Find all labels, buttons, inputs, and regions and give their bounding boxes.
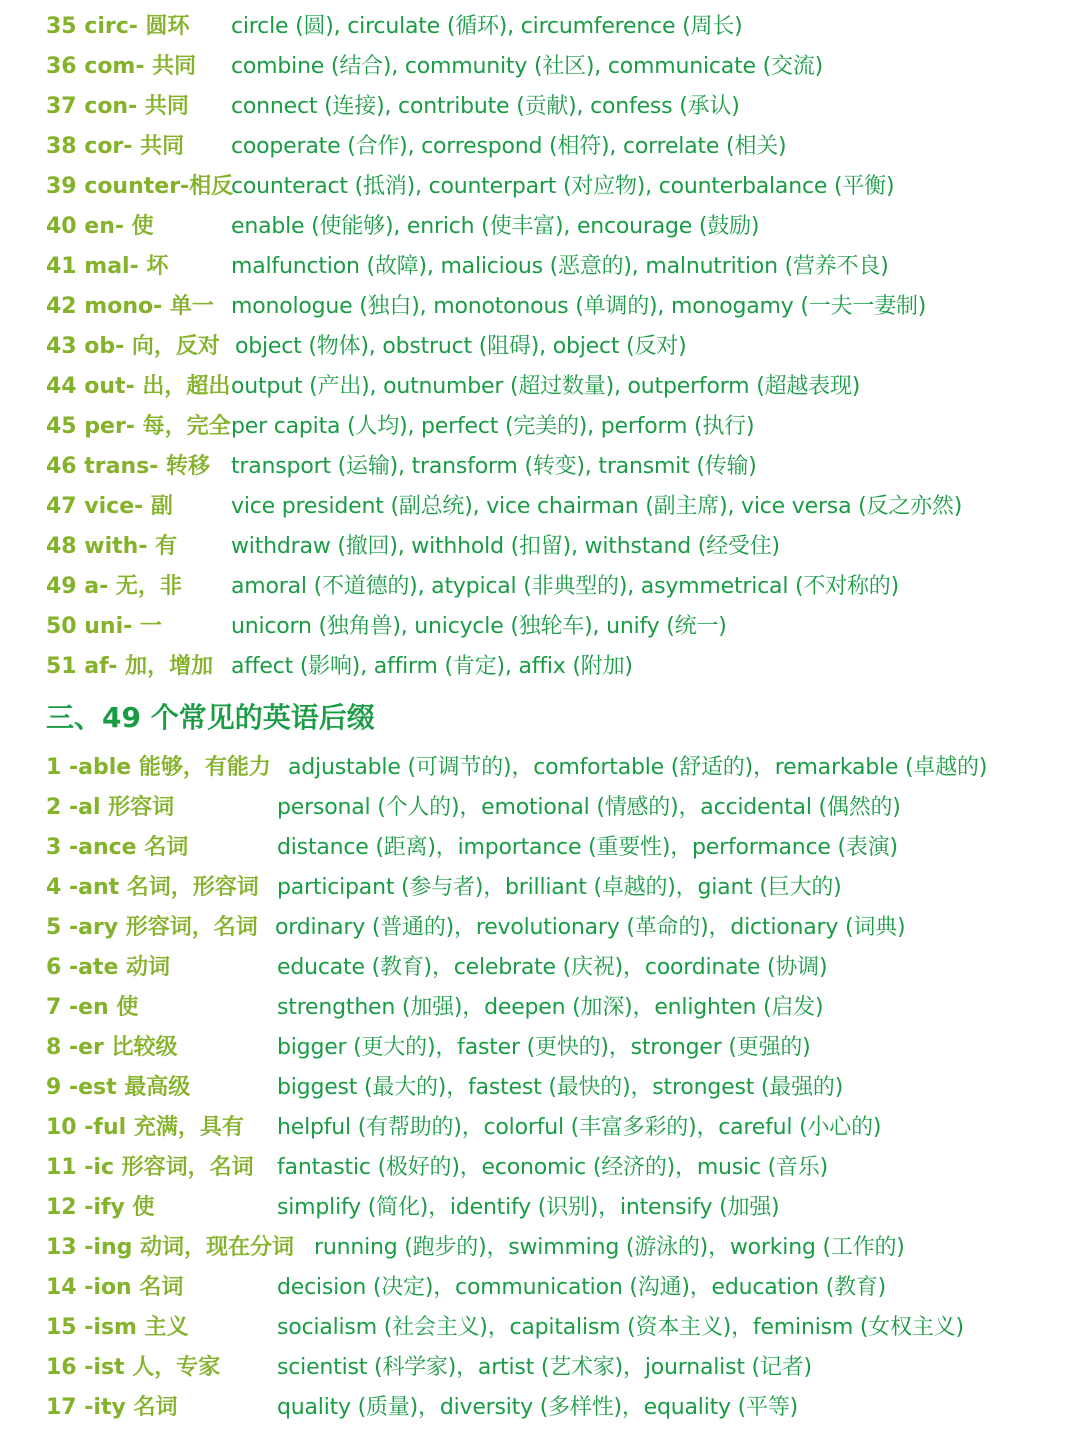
affix-label: 14 -ion 名词 — [46, 1274, 184, 1300]
suffix-row — [0, 745, 1080, 785]
prefix-row — [0, 124, 1080, 164]
example-words: decision (决定)，communication (沟通)，education (教育) — [277, 1274, 887, 1300]
suffix-row — [0, 945, 1080, 985]
affix-label: 11 -ic 形容词，名词 — [46, 1154, 254, 1180]
prefix-row — [0, 84, 1080, 124]
example-words: helpful (有帮助的)，colorful (丰富多彩的)，careful (小心的) — [277, 1114, 882, 1140]
example-words: withdraw (撤回), withhold (扣留), withstand (经受住) — [231, 533, 780, 559]
example-words: adjustable (可调节的)，comfortable (舒适的)，remarkable (卓越的) — [288, 754, 988, 780]
suffix-row — [0, 785, 1080, 825]
affix-label: 16 -ist 人，专家 — [46, 1354, 221, 1380]
example-words: simplify (简化)，identify (识别)，intensify (加强) — [277, 1194, 780, 1220]
example-words: fantastic (极好的)，economic (经济的)，music (音乐) — [277, 1154, 829, 1180]
suffix-row — [0, 1025, 1080, 1065]
affix-label: 47 vice- 副 — [46, 493, 173, 519]
suffix-row — [0, 825, 1080, 865]
affix-label: 36 com- 共同 — [46, 53, 197, 79]
suffix-row — [0, 1225, 1080, 1265]
example-words: connect (连接), contribute (贡献), confess (承认) — [231, 93, 740, 119]
affix-label: 5 -ary 形容词，名词 — [46, 914, 258, 940]
affix-label: 45 per- 每，完全 — [46, 413, 231, 439]
prefix-row — [0, 244, 1080, 284]
example-words: cooperate (合作), correspond (相符), correlate (相关) — [231, 133, 787, 159]
affix-label: 37 con- 共同 — [46, 93, 189, 119]
prefix-row — [0, 44, 1080, 84]
affix-label: 49 a- 无，非 — [46, 573, 182, 599]
suffix-row — [0, 905, 1080, 945]
example-words: vice president (副总统), vice chairman (副主席), vice versa (反之亦然) — [231, 493, 963, 519]
example-words: per capita (人均), perfect (完美的), perform (执行) — [231, 413, 755, 439]
suffix-row — [0, 1185, 1080, 1225]
example-words: combine (结合), community (社区), communicate (交流) — [231, 53, 824, 79]
example-words: quality (质量)，diversity (多样性)，equality (平等) — [277, 1394, 799, 1420]
example-words: personal (个人的)，emotional (情感的)，accidental (偶然的) — [277, 794, 901, 820]
affix-label: 50 uni- 一 — [46, 613, 162, 639]
affix-label: 7 -en 使 — [46, 994, 139, 1020]
prefix-row — [0, 204, 1080, 244]
affix-label: 40 en- 使 — [46, 213, 154, 239]
affix-label: 2 -al 形容词 — [46, 794, 175, 820]
suffix-row — [0, 1145, 1080, 1185]
affix-label: 10 -ful 充满，具有 — [46, 1114, 244, 1140]
prefix-row — [0, 564, 1080, 604]
affix-label: 35 circ- 圆环 — [46, 13, 190, 39]
example-words: unicorn (独角兽), unicycle (独轮车), unify (统一) — [231, 613, 727, 639]
affix-label: 3 -ance 名词 — [46, 834, 189, 860]
prefix-row — [0, 324, 1080, 364]
suffix-row — [0, 1105, 1080, 1145]
example-words: ordinary (普通的)，revolutionary (革命的)，dictionary (词典) — [275, 914, 906, 940]
affix-label: 6 -ate 动词 — [46, 954, 171, 980]
example-words: malfunction (故障), malicious (恶意的), malnutrition (营养不良) — [231, 253, 889, 279]
example-words: object (物体), obstruct (阻碍), object (反对) — [235, 333, 687, 359]
example-words: counteract (抵消), counterpart (对应物), counterbalance (平衡) — [231, 173, 895, 199]
section-heading: 三、49 个常见的英语后缀 — [46, 701, 375, 734]
affix-label: 38 cor- 共同 — [46, 133, 185, 159]
prefix-row — [0, 644, 1080, 684]
affix-label: 43 ob- 向，反对 — [46, 333, 220, 359]
example-words: amoral (不道德的), atypical (非典型的), asymmetrical (不对称的) — [231, 573, 899, 599]
affix-label: 51 af- 加，增加 — [46, 653, 214, 679]
affix-label: 13 -ing 动词，现在分词 — [46, 1234, 295, 1260]
example-words: affect (影响), affirm (肯定), affix (附加) — [231, 653, 633, 679]
prefix-row — [0, 4, 1080, 44]
prefix-row — [0, 484, 1080, 524]
example-words: running (跑步的)，swimming (游泳的)，working (工作的) — [314, 1234, 905, 1260]
affix-label: 8 -er 比较级 — [46, 1034, 178, 1060]
affix-label: 9 -est 最高级 — [46, 1074, 191, 1100]
suffix-row — [0, 985, 1080, 1025]
affix-label: 46 trans- 转移 — [46, 453, 211, 479]
example-words: participant (参与者)，brilliant (卓越的)，giant (巨大的) — [277, 874, 842, 900]
affix-label: 1 -able 能够，有能力 — [46, 754, 271, 780]
example-words: biggest (最大的)，fastest (最快的)，strongest (最强的) — [277, 1074, 844, 1100]
prefix-row — [0, 604, 1080, 644]
suffix-row — [0, 1385, 1080, 1425]
affix-label: 41 mal- 坏 — [46, 253, 169, 279]
example-words: strengthen (加强)，deepen (加深)，enlighten (启发) — [277, 994, 824, 1020]
affix-label: 15 -ism 主义 — [46, 1314, 189, 1340]
example-words: distance (距离)，importance (重要性)，performance (表演) — [277, 834, 898, 860]
example-words: circle (圆), circulate (循环), circumference (周长) — [231, 13, 743, 39]
affix-label: 12 -ify 使 — [46, 1194, 155, 1220]
prefix-row — [0, 364, 1080, 404]
suffix-row — [0, 1345, 1080, 1385]
affix-label: 48 with- 有 — [46, 533, 178, 559]
example-words: transport (运输), transform (转变), transmit (传输) — [231, 453, 757, 479]
example-words: monologue (独白), monotonous (单调的), monogamy (一夫一妻制) — [231, 293, 927, 319]
suffix-row — [0, 1065, 1080, 1105]
example-words: scientist (科学家)，artist (艺术家)，journalist (记者) — [277, 1354, 812, 1380]
affix-label: 44 out- 出，超出 — [46, 373, 231, 399]
example-words: educate (教育)，celebrate (庆祝)，coordinate (协调) — [277, 954, 828, 980]
affix-label: 42 mono- 单一 — [46, 293, 214, 319]
suffix-row — [0, 1305, 1080, 1345]
affix-label: 17 -ity 名词 — [46, 1394, 178, 1420]
prefix-row — [0, 524, 1080, 564]
example-words: output (产出), outnumber (超过数量), outperform (超越表现) — [231, 373, 861, 399]
suffix-row — [0, 1265, 1080, 1305]
prefix-row — [0, 284, 1080, 324]
prefix-row — [0, 404, 1080, 444]
affix-label: 4 -ant 名词，形容词 — [46, 874, 259, 900]
affix-label: 39 counter-相反 — [46, 173, 234, 199]
prefix-row — [0, 164, 1080, 204]
example-words: enable (使能够), enrich (使丰富), encourage (鼓励) — [231, 213, 760, 239]
suffix-row — [0, 865, 1080, 905]
example-words: socialism (社会主义)，capitalism (资本主义)，feminism (女权主义) — [277, 1314, 964, 1340]
prefix-row — [0, 444, 1080, 484]
example-words: bigger (更大的)，faster (更快的)，stronger (更强的) — [277, 1034, 811, 1060]
